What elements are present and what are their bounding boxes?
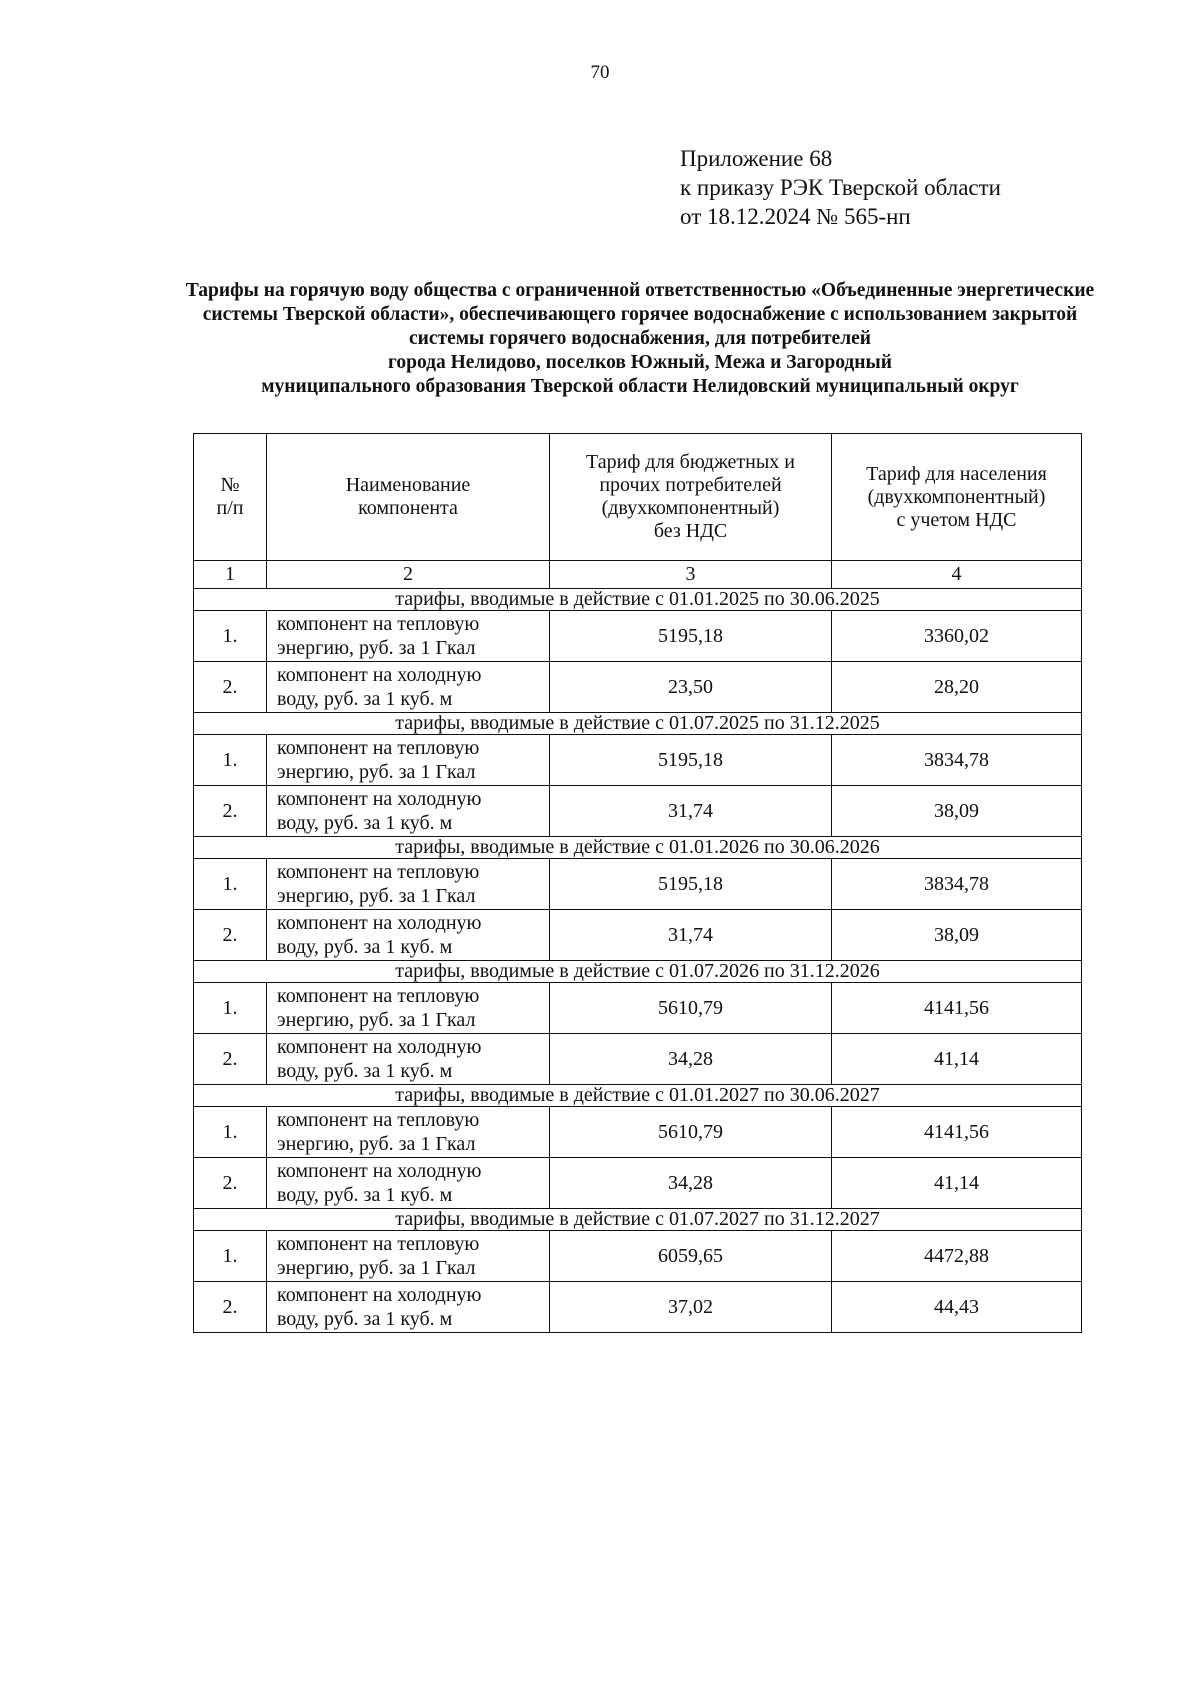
component-name-line: воду, руб. за 1 куб. м bbox=[277, 936, 453, 958]
header-line: Наименование bbox=[345, 474, 471, 496]
header-num bbox=[194, 434, 267, 561]
row-number: 2. bbox=[194, 1282, 267, 1333]
row-number: 2. bbox=[194, 910, 267, 961]
period-row bbox=[194, 713, 1082, 735]
budget-tariff-value: 5195,18 bbox=[550, 611, 832, 662]
header-line: с учетом НДС bbox=[896, 508, 1017, 531]
table-row bbox=[194, 1034, 1082, 1085]
header-line: № bbox=[220, 474, 240, 496]
period-row bbox=[194, 589, 1082, 611]
row-number: 2. bbox=[194, 1034, 267, 1085]
table-row bbox=[194, 786, 1082, 837]
column-numbers-row bbox=[194, 561, 1082, 589]
population-tariff-value: 3360,02 bbox=[832, 611, 1082, 662]
budget-tariff-value: 5195,18 bbox=[550, 859, 832, 910]
component-name-line: воду, руб. за 1 куб. м bbox=[277, 1060, 453, 1082]
component-name-line: компонент на тепловую bbox=[277, 1233, 480, 1255]
population-tariff-value: 38,09 bbox=[832, 910, 1082, 961]
title-line: системы горячего водоснабжения, для потребителей bbox=[408, 328, 872, 349]
row-number: 1. bbox=[194, 1107, 267, 1158]
component-name bbox=[267, 1282, 550, 1333]
budget-tariff-value: 23,50 bbox=[550, 662, 832, 713]
row-number: 2. bbox=[194, 786, 267, 837]
appendix-line: к приказу РЭК Тверской области bbox=[680, 175, 1001, 200]
component-name-line: компонент на холодную bbox=[277, 664, 482, 686]
component-name-line: компонент на холодную bbox=[277, 1284, 482, 1306]
table-row bbox=[194, 735, 1082, 786]
row-number: 2. bbox=[194, 662, 267, 713]
population-tariff-value: 4472,88 bbox=[832, 1231, 1082, 1282]
table-row bbox=[194, 859, 1082, 910]
period-label: тарифы, вводимые в действие с 01.07.2027 по 31.12.2027 bbox=[194, 1209, 1082, 1231]
budget-tariff-value: 6059,65 bbox=[550, 1231, 832, 1282]
row-number: 1. bbox=[194, 735, 267, 786]
component-name bbox=[267, 910, 550, 961]
component-name-line: энергию, руб. за 1 Гкал bbox=[277, 1133, 476, 1155]
budget-tariff-value: 31,74 bbox=[550, 786, 832, 837]
header-line: без НДС bbox=[653, 520, 728, 542]
component-name-line: воду, руб. за 1 куб. м bbox=[277, 812, 453, 834]
table-row bbox=[194, 1158, 1082, 1209]
component-name bbox=[267, 662, 550, 713]
population-tariff-value: 4141,56 bbox=[832, 1107, 1082, 1158]
period-label: тарифы, вводимые в действие с 01.01.2026 по 30.06.2026 bbox=[194, 837, 1082, 859]
header-line: п/п bbox=[216, 497, 244, 519]
row-number: 1. bbox=[194, 983, 267, 1034]
component-name bbox=[267, 735, 550, 786]
component-name bbox=[267, 1231, 550, 1282]
period-row bbox=[194, 1209, 1082, 1231]
budget-tariff-value: 5195,18 bbox=[550, 735, 832, 786]
component-name-line: компонент на тепловую bbox=[277, 613, 480, 635]
table-header-row bbox=[194, 434, 1082, 561]
column-number: 2 bbox=[267, 561, 550, 589]
population-tariff-value: 44,43 bbox=[832, 1282, 1082, 1333]
component-name bbox=[267, 859, 550, 910]
component-name bbox=[267, 1034, 550, 1085]
budget-tariff-value: 37,02 bbox=[550, 1282, 832, 1333]
component-name-line: компонент на холодную bbox=[277, 788, 482, 810]
header-line: Тариф для населения bbox=[866, 462, 1047, 485]
table-row bbox=[194, 983, 1082, 1034]
table-row bbox=[194, 662, 1082, 713]
population-tariff-value: 41,14 bbox=[832, 1034, 1082, 1085]
row-number: 2. bbox=[194, 1158, 267, 1209]
component-name-line: компонент на холодную bbox=[277, 1160, 482, 1182]
title-line: муниципального образования Тверской области Нелидовский муниципальный округ bbox=[261, 376, 1019, 397]
column-number: 4 bbox=[832, 561, 1082, 589]
table-row bbox=[194, 611, 1082, 662]
component-name-line: энергию, руб. за 1 Гкал bbox=[277, 1257, 476, 1279]
document-title bbox=[60, 279, 1200, 399]
header-line: (двухкомпонентный) bbox=[601, 497, 780, 519]
column-number: 3 bbox=[550, 561, 832, 589]
budget-tariff-value: 31,74 bbox=[550, 910, 832, 961]
column-number: 1 bbox=[194, 561, 267, 589]
row-number: 1. bbox=[194, 611, 267, 662]
component-name bbox=[267, 611, 550, 662]
tariff-table bbox=[193, 433, 1082, 1333]
component-name-line: компонент на тепловую bbox=[277, 737, 480, 759]
period-label: тарифы, вводимые в действие с 01.07.2025 по 31.12.2025 bbox=[194, 713, 1082, 735]
header-population-tariff bbox=[832, 434, 1082, 561]
row-number: 1. bbox=[194, 859, 267, 910]
component-name-line: воду, руб. за 1 куб. м bbox=[277, 1184, 453, 1206]
component-name bbox=[267, 786, 550, 837]
period-row bbox=[194, 1085, 1082, 1107]
appendix-line: Приложение 68 bbox=[680, 146, 833, 171]
component-name bbox=[267, 1107, 550, 1158]
component-name-line: компонент на холодную bbox=[277, 912, 482, 934]
budget-tariff-value: 34,28 bbox=[550, 1034, 832, 1085]
table-row bbox=[194, 1231, 1082, 1282]
component-name-line: воду, руб. за 1 куб. м bbox=[277, 1308, 453, 1330]
appendix-reference bbox=[680, 144, 1001, 231]
page-number: 70 bbox=[590, 62, 610, 83]
title-line: системы Тверской области», обеспечивающего горячее водоснабжение с использованием закрытой bbox=[202, 304, 1078, 325]
header-line: прочих потребителей bbox=[599, 474, 782, 496]
population-tariff-value: 28,20 bbox=[832, 662, 1082, 713]
table-row bbox=[194, 1282, 1082, 1333]
population-tariff-value: 3834,78 bbox=[832, 859, 1082, 910]
title-line: Тарифы на горячую воду общества с ограниченной ответственностью «Объединенные энергетические bbox=[185, 280, 1095, 301]
table-row bbox=[194, 1107, 1082, 1158]
period-label: тарифы, вводимые в действие с 01.01.2027 по 30.06.2027 bbox=[194, 1085, 1082, 1107]
component-name-line: воду, руб. за 1 куб. м bbox=[277, 688, 453, 710]
header-line: (двухкомпонентный) bbox=[867, 485, 1046, 508]
header-line: компонента bbox=[358, 497, 458, 519]
period-label: тарифы, вводимые в действие с 01.01.2025 по 30.06.2025 bbox=[194, 589, 1082, 611]
population-tariff-value: 4141,56 bbox=[832, 983, 1082, 1034]
component-name-line: энергию, руб. за 1 Гкал bbox=[277, 1009, 476, 1031]
budget-tariff-value: 5610,79 bbox=[550, 983, 832, 1034]
component-name bbox=[267, 983, 550, 1034]
population-tariff-value: 41,14 bbox=[832, 1158, 1082, 1209]
header-line: Тариф для бюджетных и bbox=[586, 451, 795, 473]
component-name-line: компонент на тепловую bbox=[277, 861, 480, 883]
component-name-line: компонент на холодную bbox=[277, 1036, 482, 1058]
period-label: тарифы, вводимые в действие с 01.07.2026 по 31.12.2026 bbox=[194, 961, 1082, 983]
budget-tariff-value: 34,28 bbox=[550, 1158, 832, 1209]
component-name-line: компонент на тепловую bbox=[277, 1109, 480, 1131]
component-name-line: энергию, руб. за 1 Гкал bbox=[277, 637, 476, 659]
component-name-line: энергию, руб. за 1 Гкал bbox=[277, 761, 476, 783]
population-tariff-value: 3834,78 bbox=[832, 735, 1082, 786]
component-name-line: энергию, руб. за 1 Гкал bbox=[277, 885, 476, 907]
component-name bbox=[267, 1158, 550, 1209]
title-line: города Нелидово, поселков Южный, Межа и Загородный bbox=[387, 352, 892, 373]
header-budget-tariff bbox=[550, 434, 832, 561]
appendix-line: от 18.12.2024 № 565-нп bbox=[680, 204, 911, 229]
header-name bbox=[267, 434, 550, 561]
budget-tariff-value: 5610,79 bbox=[550, 1107, 832, 1158]
population-tariff-value: 38,09 bbox=[832, 786, 1082, 837]
component-name-line: компонент на тепловую bbox=[277, 985, 480, 1007]
table-row bbox=[194, 910, 1082, 961]
row-number: 1. bbox=[194, 1231, 267, 1282]
period-row bbox=[194, 961, 1082, 983]
period-row bbox=[194, 837, 1082, 859]
